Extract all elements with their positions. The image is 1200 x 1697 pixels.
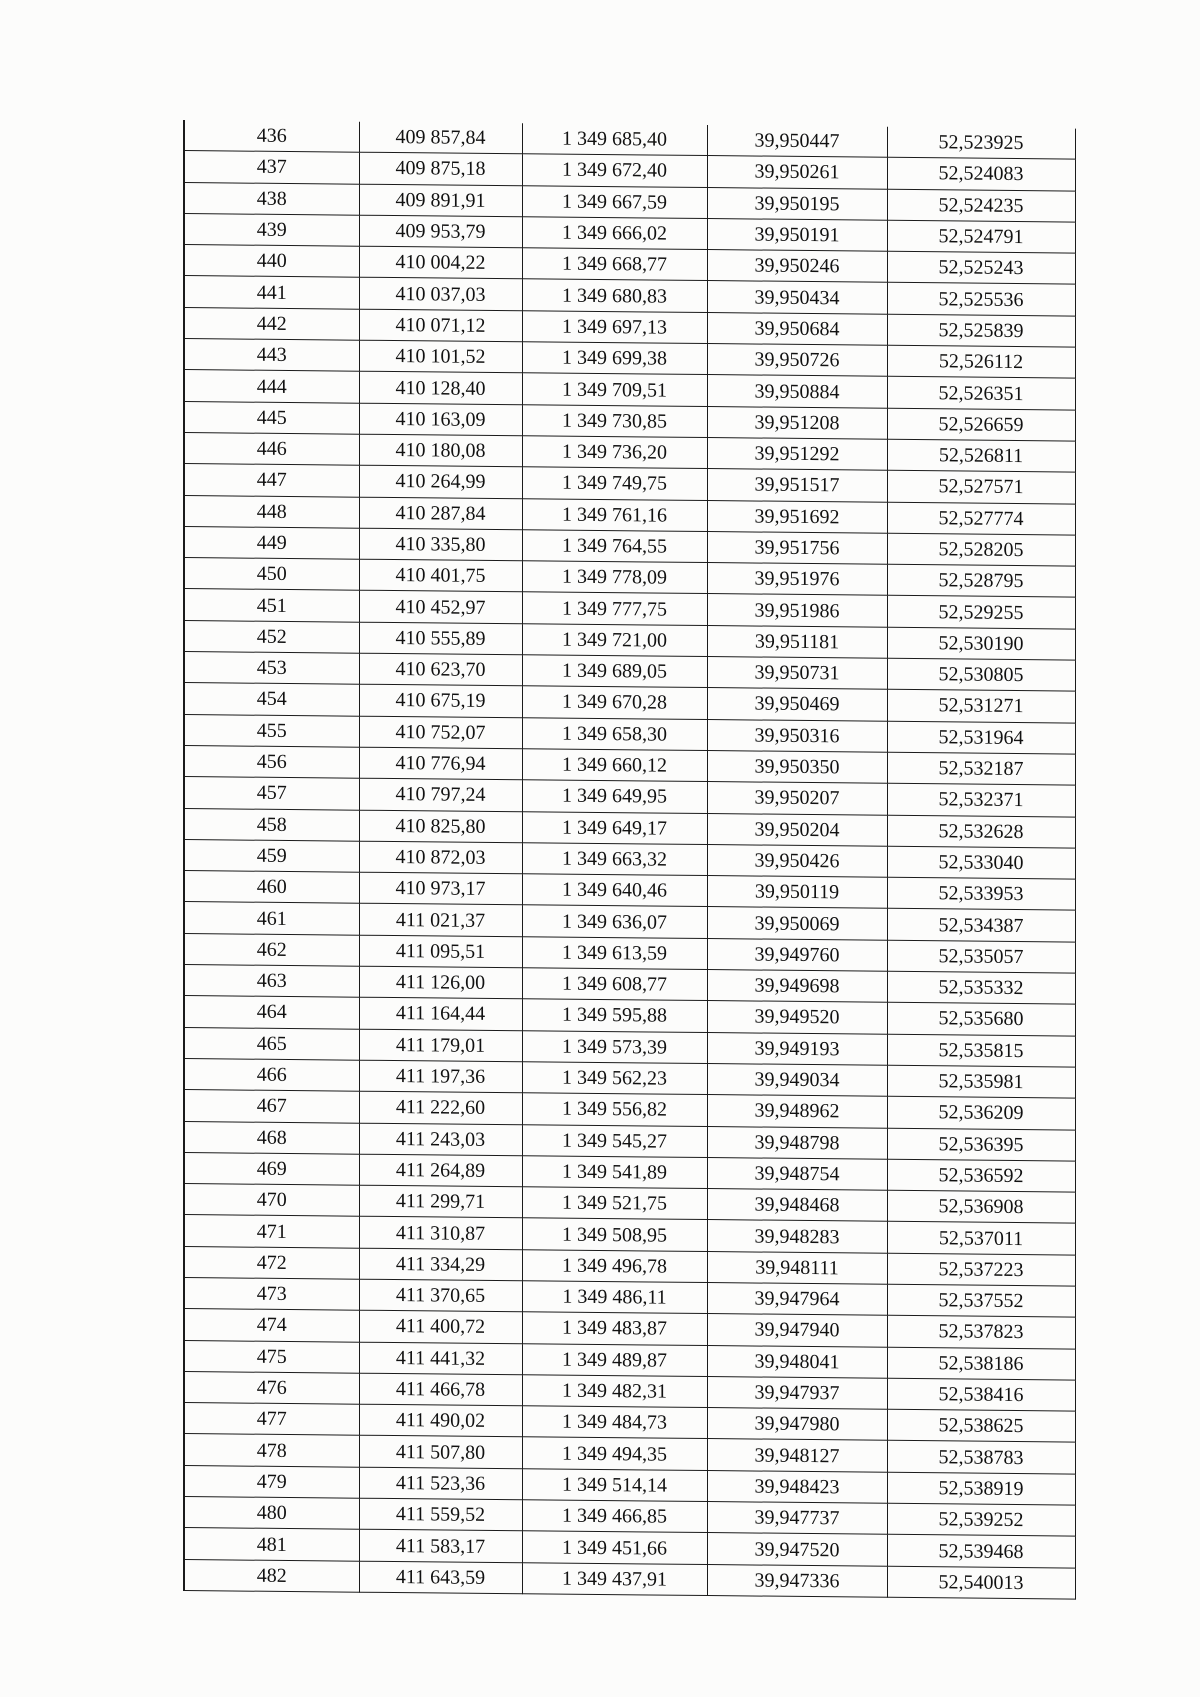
longitude-cell: 52,537223 xyxy=(887,1253,1075,1286)
point-number-cell: 468 xyxy=(184,1121,359,1154)
point-number-cell: 480 xyxy=(184,1497,359,1530)
longitude-cell: 52,524235 xyxy=(887,189,1075,222)
y-coordinate-cell: 1 349 761,16 xyxy=(522,498,707,531)
latitude-cell: 39,950447 xyxy=(707,125,887,158)
latitude-cell: 39,950195 xyxy=(707,187,887,220)
latitude-cell: 39,950191 xyxy=(707,218,887,251)
latitude-cell: 39,947940 xyxy=(707,1314,887,1347)
x-coordinate-cell: 411 310,87 xyxy=(359,1217,522,1250)
x-coordinate-cell: 409 953,79 xyxy=(359,215,522,248)
longitude-cell: 52,538919 xyxy=(887,1472,1075,1505)
y-coordinate-cell: 1 349 562,23 xyxy=(522,1062,707,1095)
latitude-cell: 39,948041 xyxy=(707,1345,887,1378)
point-number-cell: 465 xyxy=(184,1027,359,1060)
latitude-cell: 39,950884 xyxy=(707,375,887,408)
y-coordinate-cell: 1 349 608,77 xyxy=(522,968,707,1001)
latitude-cell: 39,947980 xyxy=(707,1408,887,1441)
point-number-cell: 445 xyxy=(184,401,359,434)
latitude-cell: 39,950119 xyxy=(707,876,887,909)
point-number-cell: 453 xyxy=(184,652,359,685)
latitude-cell: 39,949034 xyxy=(707,1063,887,1096)
longitude-cell: 52,536908 xyxy=(887,1190,1075,1223)
latitude-cell: 39,951292 xyxy=(707,437,887,470)
latitude-cell: 39,948111 xyxy=(707,1251,887,1284)
x-coordinate-cell: 410 128,40 xyxy=(359,372,522,405)
longitude-cell: 52,532187 xyxy=(887,752,1075,785)
point-number-cell: 457 xyxy=(184,777,359,810)
latitude-cell: 39,949193 xyxy=(707,1032,887,1065)
point-number-cell: 471 xyxy=(184,1215,359,1248)
latitude-cell: 39,950434 xyxy=(707,281,887,314)
longitude-cell: 52,532371 xyxy=(887,783,1075,816)
y-coordinate-cell: 1 349 649,17 xyxy=(522,811,707,844)
y-coordinate-cell: 1 349 649,95 xyxy=(522,780,707,813)
latitude-cell: 39,950246 xyxy=(707,250,887,283)
longitude-cell: 52,535981 xyxy=(887,1065,1075,1098)
y-coordinate-cell: 1 349 777,75 xyxy=(522,592,707,625)
latitude-cell: 39,950316 xyxy=(707,719,887,752)
longitude-cell: 52,537823 xyxy=(887,1316,1075,1349)
latitude-cell: 39,947964 xyxy=(707,1283,887,1316)
point-number-cell: 470 xyxy=(184,1184,359,1217)
latitude-cell: 39,951517 xyxy=(707,469,887,502)
point-number-cell: 473 xyxy=(184,1277,359,1310)
point-number-cell: 467 xyxy=(184,1090,359,1123)
longitude-cell: 52,529255 xyxy=(887,596,1075,629)
point-number-cell: 481 xyxy=(184,1528,359,1561)
y-coordinate-cell: 1 349 573,39 xyxy=(522,1030,707,1063)
x-coordinate-cell: 410 973,17 xyxy=(359,872,522,905)
latitude-cell: 39,950069 xyxy=(707,907,887,940)
point-number-cell: 460 xyxy=(184,871,359,904)
x-coordinate-cell: 411 466,78 xyxy=(359,1373,522,1406)
point-number-cell: 447 xyxy=(184,464,359,497)
point-number-cell: 479 xyxy=(184,1465,359,1498)
point-number-cell: 475 xyxy=(184,1340,359,1373)
longitude-cell: 52,536209 xyxy=(887,1096,1075,1129)
y-coordinate-cell: 1 349 636,07 xyxy=(522,905,707,938)
x-coordinate-cell: 411 179,01 xyxy=(359,1029,522,1062)
longitude-cell: 52,535680 xyxy=(887,1003,1075,1036)
y-coordinate-cell: 1 349 595,88 xyxy=(522,999,707,1032)
latitude-cell: 39,951181 xyxy=(707,625,887,658)
x-coordinate-cell: 410 163,09 xyxy=(359,403,522,436)
point-number-cell: 439 xyxy=(184,213,359,246)
point-number-cell: 449 xyxy=(184,526,359,559)
x-coordinate-cell: 409 891,91 xyxy=(359,184,522,217)
point-number-cell: 456 xyxy=(184,745,359,778)
point-number-cell: 454 xyxy=(184,683,359,716)
y-coordinate-cell: 1 349 663,32 xyxy=(522,843,707,876)
y-coordinate-cell: 1 349 666,02 xyxy=(522,217,707,250)
latitude-cell: 39,949520 xyxy=(707,1001,887,1034)
point-number-cell: 477 xyxy=(184,1403,359,1436)
longitude-cell: 52,531964 xyxy=(887,721,1075,754)
longitude-cell: 52,527774 xyxy=(887,502,1075,535)
x-coordinate-cell: 410 335,80 xyxy=(359,528,522,561)
point-number-cell: 444 xyxy=(184,370,359,403)
y-coordinate-cell: 1 349 668,77 xyxy=(522,248,707,281)
longitude-cell: 52,535815 xyxy=(887,1034,1075,1067)
y-coordinate-cell: 1 349 514,14 xyxy=(522,1469,707,1502)
x-coordinate-cell: 411 243,03 xyxy=(359,1123,522,1156)
point-number-cell: 442 xyxy=(184,307,359,340)
longitude-cell: 52,536395 xyxy=(887,1128,1075,1161)
point-number-cell: 476 xyxy=(184,1371,359,1404)
point-number-cell: 437 xyxy=(184,151,359,184)
point-number-cell: 443 xyxy=(184,339,359,372)
y-coordinate-cell: 1 349 484,73 xyxy=(522,1406,707,1439)
x-coordinate-cell: 410 776,94 xyxy=(359,747,522,780)
latitude-cell: 39,947937 xyxy=(707,1376,887,1409)
longitude-cell: 52,537011 xyxy=(887,1222,1075,1255)
y-coordinate-cell: 1 349 736,20 xyxy=(522,436,707,469)
x-coordinate-cell: 411 370,65 xyxy=(359,1279,522,1312)
x-coordinate-cell: 410 264,99 xyxy=(359,465,522,498)
x-coordinate-cell: 410 101,52 xyxy=(359,340,522,373)
point-number-cell: 463 xyxy=(184,965,359,998)
point-number-cell: 478 xyxy=(184,1434,359,1467)
longitude-cell: 52,528205 xyxy=(887,533,1075,566)
x-coordinate-cell: 411 643,59 xyxy=(359,1561,522,1594)
longitude-cell: 52,538186 xyxy=(887,1347,1075,1380)
longitude-cell: 52,526351 xyxy=(887,377,1075,410)
point-number-cell: 451 xyxy=(184,589,359,622)
point-number-cell: 462 xyxy=(184,933,359,966)
point-number-cell: 452 xyxy=(184,620,359,653)
x-coordinate-cell: 411 334,29 xyxy=(359,1248,522,1281)
longitude-cell: 52,526811 xyxy=(887,439,1075,472)
y-coordinate-cell: 1 349 778,09 xyxy=(522,561,707,594)
latitude-cell: 39,951986 xyxy=(707,594,887,627)
point-number-cell: 455 xyxy=(184,714,359,747)
y-coordinate-cell: 1 349 764,55 xyxy=(522,530,707,563)
x-coordinate-cell: 411 126,00 xyxy=(359,966,522,999)
x-coordinate-cell: 410 037,03 xyxy=(359,278,522,311)
longitude-cell: 52,532628 xyxy=(887,815,1075,848)
longitude-cell: 52,538783 xyxy=(887,1441,1075,1474)
longitude-cell: 52,524791 xyxy=(887,220,1075,253)
x-coordinate-cell: 411 264,89 xyxy=(359,1154,522,1187)
latitude-cell: 39,950726 xyxy=(707,344,887,377)
longitude-cell: 52,533953 xyxy=(887,877,1075,910)
longitude-cell: 52,537552 xyxy=(887,1284,1075,1317)
y-coordinate-cell: 1 349 489,87 xyxy=(522,1343,707,1376)
x-coordinate-cell: 411 400,72 xyxy=(359,1310,522,1343)
longitude-cell: 52,530805 xyxy=(887,658,1075,691)
point-number-cell: 440 xyxy=(184,245,359,278)
x-coordinate-cell: 410 401,75 xyxy=(359,559,522,592)
y-coordinate-cell: 1 349 521,75 xyxy=(522,1187,707,1220)
point-number-cell: 482 xyxy=(184,1559,359,1592)
latitude-cell: 39,950684 xyxy=(707,312,887,345)
longitude-cell: 52,525243 xyxy=(887,251,1075,284)
x-coordinate-cell: 411 523,36 xyxy=(359,1467,522,1500)
longitude-cell: 52,525536 xyxy=(887,283,1075,316)
latitude-cell: 39,947737 xyxy=(707,1502,887,1535)
x-coordinate-cell: 411 441,32 xyxy=(359,1342,522,1375)
latitude-cell: 39,950261 xyxy=(707,156,887,189)
y-coordinate-cell: 1 349 697,13 xyxy=(522,311,707,344)
latitude-cell: 39,950204 xyxy=(707,813,887,846)
point-number-cell: 474 xyxy=(184,1309,359,1342)
y-coordinate-cell: 1 349 670,28 xyxy=(522,686,707,719)
latitude-cell: 39,948754 xyxy=(707,1157,887,1190)
coordinates-table-body xyxy=(184,120,1075,1599)
y-coordinate-cell: 1 349 730,85 xyxy=(522,404,707,437)
x-coordinate-cell: 410 675,19 xyxy=(359,685,522,718)
y-coordinate-cell: 1 349 494,35 xyxy=(522,1437,707,1470)
latitude-cell: 39,951976 xyxy=(707,563,887,596)
x-coordinate-cell: 410 452,97 xyxy=(359,591,522,624)
latitude-cell: 39,948423 xyxy=(707,1470,887,1503)
latitude-cell: 39,951756 xyxy=(707,531,887,564)
longitude-cell: 52,524083 xyxy=(887,158,1075,191)
y-coordinate-cell: 1 349 709,51 xyxy=(522,373,707,406)
latitude-cell: 39,949698 xyxy=(707,970,887,1003)
y-coordinate-cell: 1 349 613,59 xyxy=(522,936,707,969)
y-coordinate-cell: 1 349 721,00 xyxy=(522,624,707,657)
latitude-cell: 39,950469 xyxy=(707,688,887,721)
longitude-cell: 52,523925 xyxy=(887,127,1075,160)
longitude-cell: 52,527571 xyxy=(887,471,1075,504)
x-coordinate-cell: 410 071,12 xyxy=(359,309,522,342)
x-coordinate-cell: 411 222,60 xyxy=(359,1091,522,1124)
longitude-cell: 52,539252 xyxy=(887,1503,1075,1536)
x-coordinate-cell: 409 875,18 xyxy=(359,152,522,185)
point-number-cell: 441 xyxy=(184,276,359,309)
point-number-cell: 459 xyxy=(184,839,359,872)
point-number-cell: 469 xyxy=(184,1152,359,1185)
x-coordinate-cell: 409 857,84 xyxy=(359,122,522,154)
longitude-cell: 52,540013 xyxy=(887,1566,1075,1599)
y-coordinate-cell: 1 349 508,95 xyxy=(522,1218,707,1251)
latitude-cell: 39,947336 xyxy=(707,1564,887,1597)
latitude-cell: 39,948798 xyxy=(707,1126,887,1159)
y-coordinate-cell: 1 349 749,75 xyxy=(522,467,707,500)
point-number-cell: 436 xyxy=(184,120,359,152)
x-coordinate-cell: 411 490,02 xyxy=(359,1404,522,1437)
y-coordinate-cell: 1 349 689,05 xyxy=(522,655,707,688)
y-coordinate-cell: 1 349 699,38 xyxy=(522,342,707,375)
y-coordinate-cell: 1 349 496,78 xyxy=(522,1249,707,1282)
latitude-cell: 39,948283 xyxy=(707,1220,887,1253)
point-number-cell: 461 xyxy=(184,902,359,935)
point-number-cell: 438 xyxy=(184,182,359,215)
y-coordinate-cell: 1 349 658,30 xyxy=(522,717,707,750)
latitude-cell: 39,950731 xyxy=(707,657,887,690)
longitude-cell: 52,538625 xyxy=(887,1409,1075,1442)
x-coordinate-cell: 410 825,80 xyxy=(359,810,522,843)
y-coordinate-cell: 1 349 556,82 xyxy=(522,1093,707,1126)
y-coordinate-cell: 1 349 437,91 xyxy=(522,1562,707,1595)
point-number-cell: 464 xyxy=(184,996,359,1029)
longitude-cell: 52,526112 xyxy=(887,345,1075,378)
latitude-cell: 39,948468 xyxy=(707,1189,887,1222)
y-coordinate-cell: 1 349 672,40 xyxy=(522,154,707,187)
x-coordinate-cell: 410 287,84 xyxy=(359,497,522,530)
latitude-cell: 39,950426 xyxy=(707,844,887,877)
point-number-cell: 448 xyxy=(184,495,359,528)
x-coordinate-cell: 411 299,71 xyxy=(359,1185,522,1218)
x-coordinate-cell: 410 752,07 xyxy=(359,716,522,749)
y-coordinate-cell: 1 349 660,12 xyxy=(522,749,707,782)
longitude-cell: 52,531271 xyxy=(887,690,1075,723)
x-coordinate-cell: 411 164,44 xyxy=(359,998,522,1031)
longitude-cell: 52,525839 xyxy=(887,314,1075,347)
x-coordinate-cell: 410 623,70 xyxy=(359,653,522,686)
x-coordinate-cell: 410 180,08 xyxy=(359,434,522,467)
latitude-cell: 39,950350 xyxy=(707,750,887,783)
y-coordinate-cell: 1 349 483,87 xyxy=(522,1312,707,1345)
x-coordinate-cell: 410 555,89 xyxy=(359,622,522,655)
x-coordinate-cell: 410 872,03 xyxy=(359,841,522,874)
longitude-cell: 52,533040 xyxy=(887,846,1075,879)
longitude-cell: 52,536592 xyxy=(887,1159,1075,1192)
longitude-cell: 52,530190 xyxy=(887,627,1075,660)
y-coordinate-cell: 1 349 640,46 xyxy=(522,874,707,907)
point-number-cell: 472 xyxy=(184,1246,359,1279)
y-coordinate-cell: 1 349 685,40 xyxy=(522,123,707,156)
y-coordinate-cell: 1 349 486,11 xyxy=(522,1281,707,1314)
y-coordinate-cell: 1 349 466,85 xyxy=(522,1500,707,1533)
coordinates-table-sheet xyxy=(183,120,1074,1600)
x-coordinate-cell: 411 197,36 xyxy=(359,1060,522,1093)
longitude-cell: 52,535057 xyxy=(887,940,1075,973)
latitude-cell: 39,949760 xyxy=(707,938,887,971)
y-coordinate-cell: 1 349 680,83 xyxy=(522,279,707,312)
x-coordinate-cell: 411 583,17 xyxy=(359,1530,522,1563)
x-coordinate-cell: 411 507,80 xyxy=(359,1436,522,1469)
latitude-cell: 39,948127 xyxy=(707,1439,887,1472)
longitude-cell: 52,538416 xyxy=(887,1378,1075,1411)
x-coordinate-cell: 410 004,22 xyxy=(359,246,522,279)
latitude-cell: 39,951208 xyxy=(707,406,887,439)
latitude-cell: 39,948962 xyxy=(707,1095,887,1128)
point-number-cell: 458 xyxy=(184,808,359,841)
coordinates-table xyxy=(183,120,1076,1600)
y-coordinate-cell: 1 349 667,59 xyxy=(522,185,707,218)
longitude-cell: 52,526659 xyxy=(887,408,1075,441)
point-number-cell: 450 xyxy=(184,558,359,591)
y-coordinate-cell: 1 349 545,27 xyxy=(522,1124,707,1157)
x-coordinate-cell: 411 021,37 xyxy=(359,904,522,937)
latitude-cell: 39,951692 xyxy=(707,500,887,533)
latitude-cell: 39,950207 xyxy=(707,782,887,815)
longitude-cell: 52,539468 xyxy=(887,1535,1075,1568)
x-coordinate-cell: 410 797,24 xyxy=(359,778,522,811)
point-number-cell: 466 xyxy=(184,1058,359,1091)
longitude-cell: 52,528795 xyxy=(887,564,1075,597)
y-coordinate-cell: 1 349 482,31 xyxy=(522,1375,707,1408)
longitude-cell: 52,535332 xyxy=(887,971,1075,1004)
longitude-cell: 52,534387 xyxy=(887,909,1075,942)
y-coordinate-cell: 1 349 541,89 xyxy=(522,1156,707,1189)
latitude-cell: 39,947520 xyxy=(707,1533,887,1566)
point-number-cell: 446 xyxy=(184,432,359,465)
x-coordinate-cell: 411 095,51 xyxy=(359,935,522,968)
x-coordinate-cell: 411 559,52 xyxy=(359,1498,522,1531)
y-coordinate-cell: 1 349 451,66 xyxy=(522,1531,707,1564)
